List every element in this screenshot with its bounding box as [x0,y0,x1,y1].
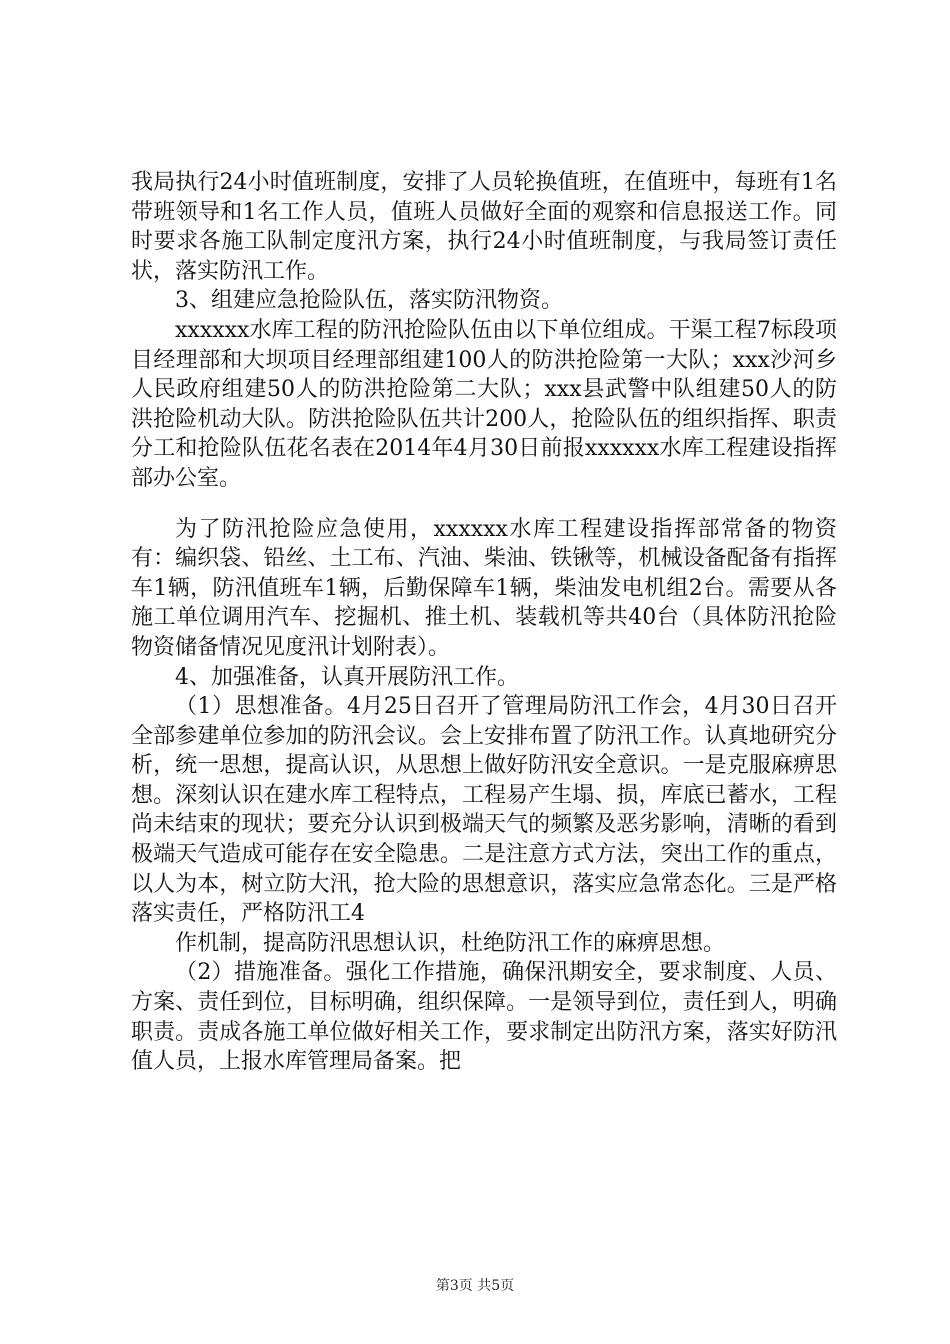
paragraph-rescue-team: xxxxxx水库工程的防汛抢险队伍由以下单位组成。干渠工程7标段项目经理部和大坝项目经理部组建100人的防洪抢险第一大队；xxx沙河乡人民政府组建50人的防洪抢险第二大队；xxx县武警中队组建50人的防洪抢险机动大队。防洪抢险队伍共计200人，抢险队伍的组织指挥、职责分工和抢险队伍花名表在2014年4月30日前报xxxxxx水库工程建设指挥部办公室。 [131,317,837,491]
page-footer: 第3页 共5页 [435,1278,515,1294]
paragraph-ideological-preparation: （1）思想准备。4月25日召开了管理局防汛工作会，4月30日召开全部参建单位参加的防汛会议。会上安排布置了防汛工作。认真地研究分析，统一思想，提高认识，从思想上做好防汛安全意识。一是克服麻痹思想。深刻认识在建水库工程特点，工程易产生塌、损，库底已蓄水，工程尚未结束的现状；要充分认识到极端天气的频繁及恶劣影响，清晰的看到极端天气造成可能存在安全隐患。二是注意方式方法，突出工作的重点，以人为本，树立防大汛，抢大险的思想意识，落实应急常态化。三是严格落实责任，严格防汛工4 [131,694,837,927]
paragraph-materials: 为了防汛抢险应急使用，xxxxxx水库工程建设指挥部常备的物资有：编织袋、铅丝、土工布、汽油、柴油、铁锹等，机械设备配备有指挥车1辆，防汛值班车1辆，后勤保障车1辆，柴油发电机组2台。需要从各施工单位调用汽车、挖掘机、推土机、装载机等共40台（具体防汛抢险物资储备情况见度汛计划附表）。 [131,516,837,660]
heading-emergency-team: 3、组建应急抢险队伍，落实防汛物资。 [175,288,563,314]
paragraph-duty-system: 我局执行24小时值班制度，安排了人员轮换值班，在值班中，每班有1名带班领导和1名工作人员，值班人员做好全面的观察和信息报送工作。同时要求各施工队制定度汛方案，执行24小时值班制度，与我局签订责任状，落实防汛工作。 [131,170,837,284]
paragraph-continuation: 作机制，提高防汛思想认识，杜绝防汛工作的麻痹思想。 [175,930,726,956]
document-body [131,168,837,1077]
heading-preparation: 4、加强准备，认真开展防汛工作。 [175,664,519,690]
paragraph-measures-preparation: （2）措施准备。强化工作措施，确保汛期安全，要求制度、人员、方案、责任到位，目标明确，组织保障。一是领导到位，责任到人，明确职责。责成各施工单位做好相关工作，要求制定出防汛方案，落实好防汛值人员，上报水库管理局备案。把 [131,960,837,1075]
